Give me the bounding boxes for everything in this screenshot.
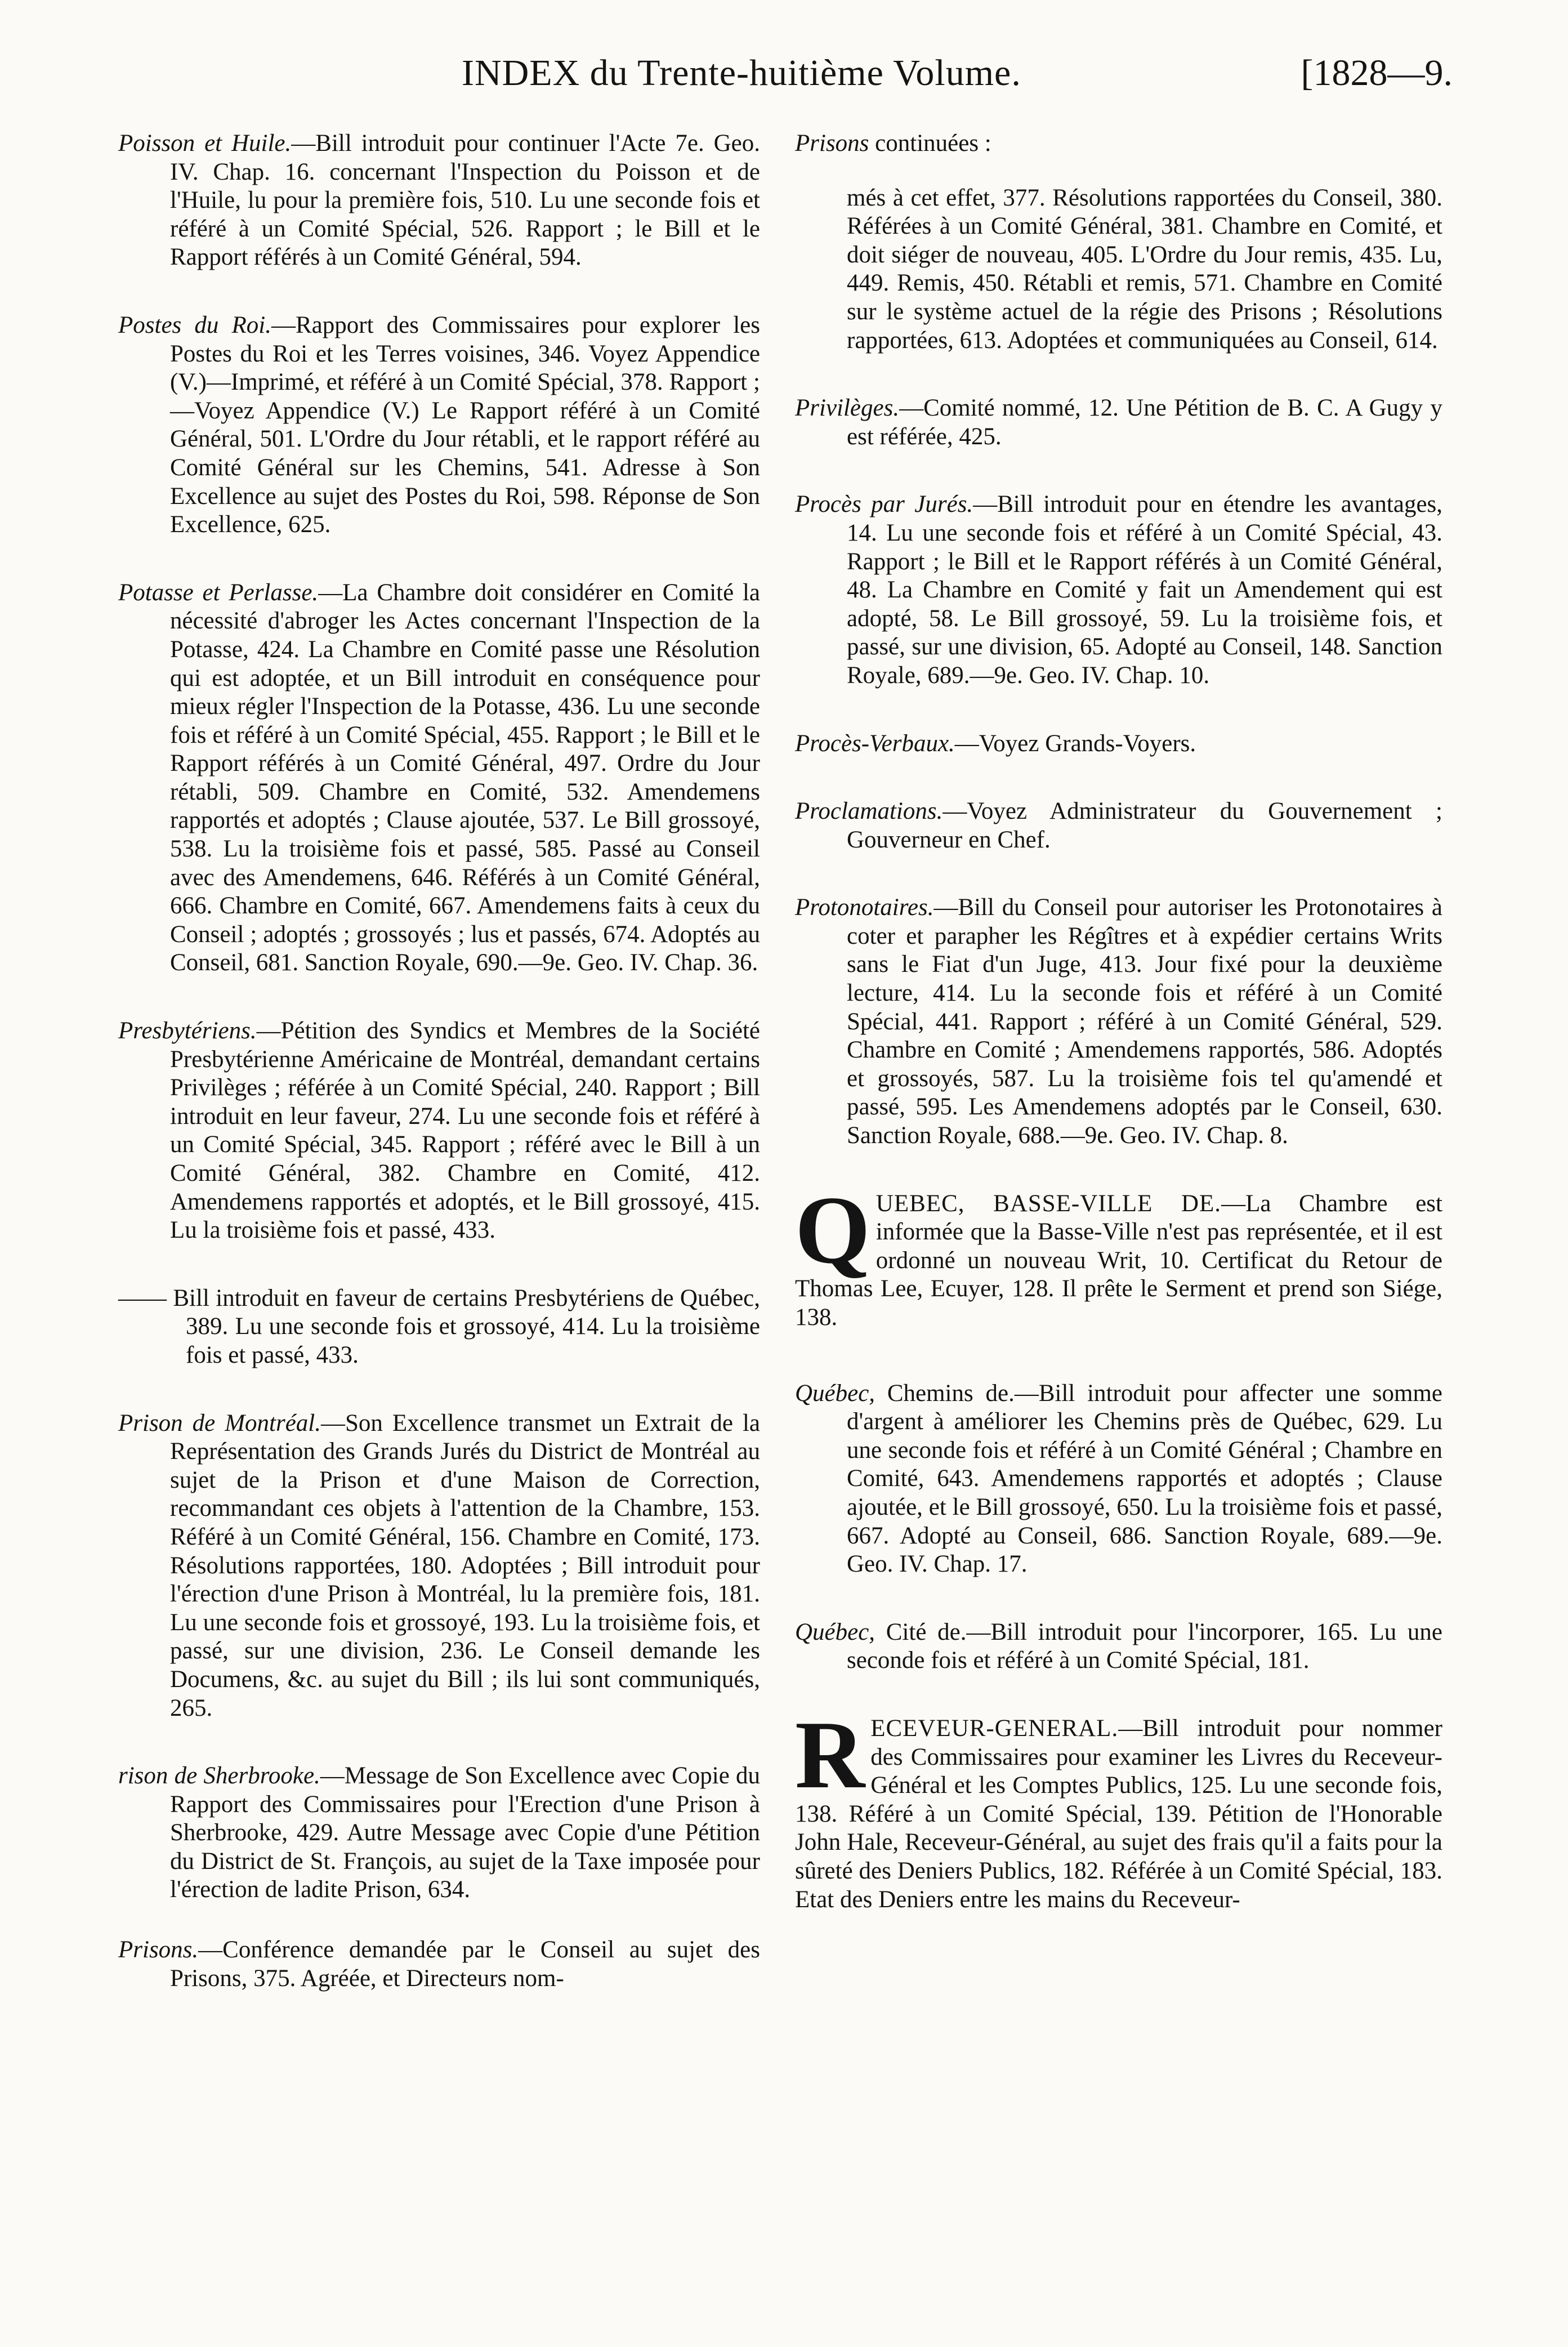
entry-text: —Conférence demandée par le Conseil au sujet des Prisons, 375. Agréée, et Directeurs nom- [170, 1937, 760, 1992]
entry-heading: Presbytériens. [118, 1018, 257, 1045]
page-title: INDEX du Trente-huitième Volume. [462, 52, 1021, 93]
section-quebec [795, 1176, 1442, 1332]
index-entry [795, 394, 1442, 451]
index-entry [118, 1936, 760, 1993]
entry-dash: —— [118, 1284, 167, 1311]
entry-heading: Québec, [795, 1618, 875, 1645]
entry-heading: Privilèges. [795, 395, 900, 422]
entry-text: —Comité nommé, 12. Une Pétition de B. C. A Gugy y est référée, 425. [847, 395, 1442, 450]
index-entry [795, 184, 1442, 355]
entry-text: —Bill du Conseil pour autoriser les Protonotaires à coter et parapher les Régîtres et à expédier certains Writs sans le Fiat d'un Juge, 413. Jour fixé pour la deuxième lecture, 414. Lu la seconde fois et référé à un Comité Spécial, 441. Rapport ; référé à un Comité Général, 529. Chambre en Comité ; Amendemens rapportés, 586. Adoptés et grossoyés, 587. Lu la troisième fois tel qu'amendé et passé, 595. Les Amendemens adoptés par le Conseil, 630. Sanction Royale, 688.—9e. Geo. IV. Chap. 8. [847, 894, 1442, 1149]
entry-text: —Voyez Grands-Voyers. [954, 730, 1196, 757]
entry-text: més à cet effet, 377. Résolutions rapportées du Conseil, 380. Référées à un Comité Général, 381. Chambre en Comité, et doit siéger de nouveau, 405. L'Ordre du Jour remis, 435. Lu, 449. Remis, 450. Rétabli et remis, 571. Chambre en Comité sur le système actuel de la régie des Prisons ; Résolutions rapportées, 613. Adoptées et communiquées au Conseil, 614. [847, 184, 1442, 354]
entry-text: —La Chambre est informée que la Basse-Ville n'est pas représentée, et il est ordonné un nouveau Writ, 10. Certificat du Retour de Thomas Lee, Ecuyer, 128. Il prête le Serment et prend son Siége, 138. [795, 1190, 1442, 1331]
entry-text: Cité de.—Bill introduit pour l'incorporer, 165. Lu une seconde fois et référé à un Comité Spécial, 181. [847, 1618, 1442, 1674]
entry-heading: Poisson et Huile. [118, 130, 292, 157]
entry-text: Chemins de.—Bill introduit pour affecter une somme d'argent à améliorer les Chemins près de Québec, 629. Lu une seconde fois et référé à un Comité Général ; Chambre en Comité, 643. Amendemens rapportés et adoptés ; Clause ajoutée, et le Bill grossoyé, 650. Lu la troisième fois et passé, 667. Adopté au Conseil, 686. Sanction Royale, 689.—9e. Geo. IV. Chap. 17. [847, 1380, 1442, 1578]
entry-heading: Prisons [795, 130, 869, 157]
index-entry [118, 1284, 760, 1370]
index-entry [795, 1380, 1442, 1579]
entry-text: —Bill introduit pour continuer l'Acte 7e. Geo. IV. Chap. 16. concernant l'Inspection du Poisson et de l'Huile, lu pour la première fois, 510. Lu une seconde fois et référé à un Comité Spécial, 526. Rapport ; le Bill et le Rapport référés à un Comité Général, 594. [170, 130, 760, 271]
section-heading: ECEVEUR-GENERAL. [870, 1715, 1119, 1742]
index-entry [118, 130, 760, 272]
index-entry [118, 1017, 760, 1245]
index-entry [795, 797, 1442, 854]
section-heading: UEBEC, BASSE-VILLE DE. [875, 1190, 1222, 1217]
drop-cap: Q [795, 1176, 870, 1284]
entry-text: —Pétition des Syndics et Membres de la Société Presbytérienne Américaine de Montréal, demandant certains Privilèges ; référée à un Comité Spécial, 240. Rapport ; Bill introduit en leur faveur, 274. Lu une seconde fois et référé à un Comité Spécial, 345. Rapport ; référé avec le Bill à un Comité Général, 382. Chambre en Comité, 412. Amendemens rapportés et adoptés, et le Bill grossoyé, 415. Lu la troisième fois et passé, 433. [170, 1018, 760, 1244]
left-column [118, 130, 760, 2032]
section-receveur [795, 1701, 1442, 1914]
index-entry [118, 579, 760, 978]
entry-text: —Bill introduit pour en étendre les avantages, 14. Lu une seconde fois et référé à un Comité Spécial, 43. Rapport ; le Bill et le Rapport référés à un Comité Général, 48. La Chambre en Comité y fait un Amendement qui est adopté, 58. Le Bill grossoyé, 59. Lu la troisième fois, et passé, sur une division, 65. Adopté au Conseil, 148. Sanction Royale, 689.—9e. Geo. IV. Chap. 10. [847, 491, 1443, 689]
entry-heading: Protonotaires. [795, 894, 934, 921]
index-entry [795, 1618, 1442, 1675]
index-entry [118, 1409, 760, 1723]
entry-heading: rison de Sherbrooke. [118, 1763, 320, 1790]
entry-text: —La Chambre doit considérer en Comité la nécessité d'abroger les Actes concernant l'Inspection de la Potasse, 424. La Chambre en Comité passe une Résolution qui est adoptée, et un Bill introduit en conséquence pour mieux régler l'Inspection de la Potasse, 436. Lu une seconde fois et référé à un Comité Spécial, 455. Rapport ; le Bill et le Rapport référés à un Comité Général, 497. Ordre du Jour rétabli, 509. Chambre en Comité, 532. Amendemens rapportés et adoptés ; Clause ajoutée, 537. Le Bill grossoyé, 538. Lu la troisième fois et passé, 585. Passé au Conseil avec des Amendemens, 646. Référés à un Comité Général, 666. Chambre en Comité, 667. Amendemens faits à ceux du Conseil ; adoptés ; grossoyés ; lus et passés, 674. Adoptés au Conseil, 681. Sanction Royale, 690.—9e. Geo. IV. Chap. 36. [170, 579, 760, 976]
page-header [113, 52, 1453, 119]
entry-text: —Message de Son Excellence avec Copie du Rapport des Commissaires pour l'Erection d'une Prison à Sherbrooke, 429. Autre Message avec Copie d'une Pétition du District de St. François, au sujet de la Taxe imposée pour l'érection de ladite Prison, 634. [170, 1763, 760, 1903]
right-column [795, 130, 1442, 1961]
entry-heading: Potasse et Perlasse. [118, 579, 319, 606]
entry-text: —Rapport des Commissaires pour explorer les Postes du Roi et les Terres voisines, 346. Voyez Appendice (V.)—Imprimé, et référé à un Comité Spécial, 378. Rapport ;—Voyez Appendice (V.) Le Rapport référé à un Comité Général, 501. L'Ordre du Jour rétabli, et le rapport référé au Comité Général sur les Chemins, 541. Adresse à Son Excellence au sujet des Postes du Roi, 598. Réponse de Son Excellence, 625. [170, 311, 761, 538]
index-entry [795, 730, 1442, 758]
entry-heading: Québec, [795, 1380, 875, 1407]
entry-text: continuées : [869, 130, 991, 157]
entry-heading: Postes du Roi. [118, 311, 271, 338]
entry-text: —Voyez Administrateur du Gouvernement ; Gouverneur en Chef. [847, 798, 1442, 853]
entry-text: —Son Excellence transmet un Extrait de la Représentation des Grands Jurés du District de Montréal au sujet de la Prison et d'une Maison de Correction, recommandant ces objets à l'attention de la Chambre, 153. Référé à un Comité Général, 156. Chambre en Comité, 173. Résolutions rapportées, 180. Adoptées ; Bill introduit pour l'érection d'une Prison à Montréal, lu la première fois, 181. Lu une seconde fois et grossoyé, 193. Lu la troisième fois, et passé, sur une division, 236. Le Conseil demande les Documens, &c. au sujet du Bill ; ils lui sont communiqués, 265. [170, 1409, 760, 1721]
entry-text: Bill introduit en faveur de certains Presbytériens de Québec, 389. Lu une seconde fois et grossoyé, 414. Lu la troisième fois et passé, 433. [167, 1284, 760, 1368]
index-entry [795, 894, 1442, 1150]
index-entry [118, 1762, 760, 1904]
entry-heading: Proclamations. [795, 798, 943, 825]
entry-heading: Procès par Jurés. [795, 491, 973, 518]
drop-cap: R [795, 1701, 865, 1809]
entry-heading: Prison de Montréal. [118, 1409, 321, 1436]
page-year: [1828—9. [1301, 52, 1453, 93]
index-entry [118, 311, 760, 539]
entry-heading: Procès-Verbaux. [795, 730, 955, 757]
entry-heading: Prisons. [118, 1937, 199, 1964]
index-entry [795, 490, 1442, 690]
continuation-heading [795, 130, 1442, 158]
entry-text: —Bill introduit pour nommer des Commissaires pour examiner les Livres du Receveur-Général et les Comptes Publics, 125. Lu une seconde fois, 138. Référé à un Comité Spécial, 139. Pétition de l'Honorable John Hale, Receveur-Général, au sujet des frais qu'il a faits pour la sûreté des Deniers Publics, 182. Référée à un Comité Spécial, 183. Etat des Deniers entre les mains du Receveur- [795, 1715, 1442, 1913]
